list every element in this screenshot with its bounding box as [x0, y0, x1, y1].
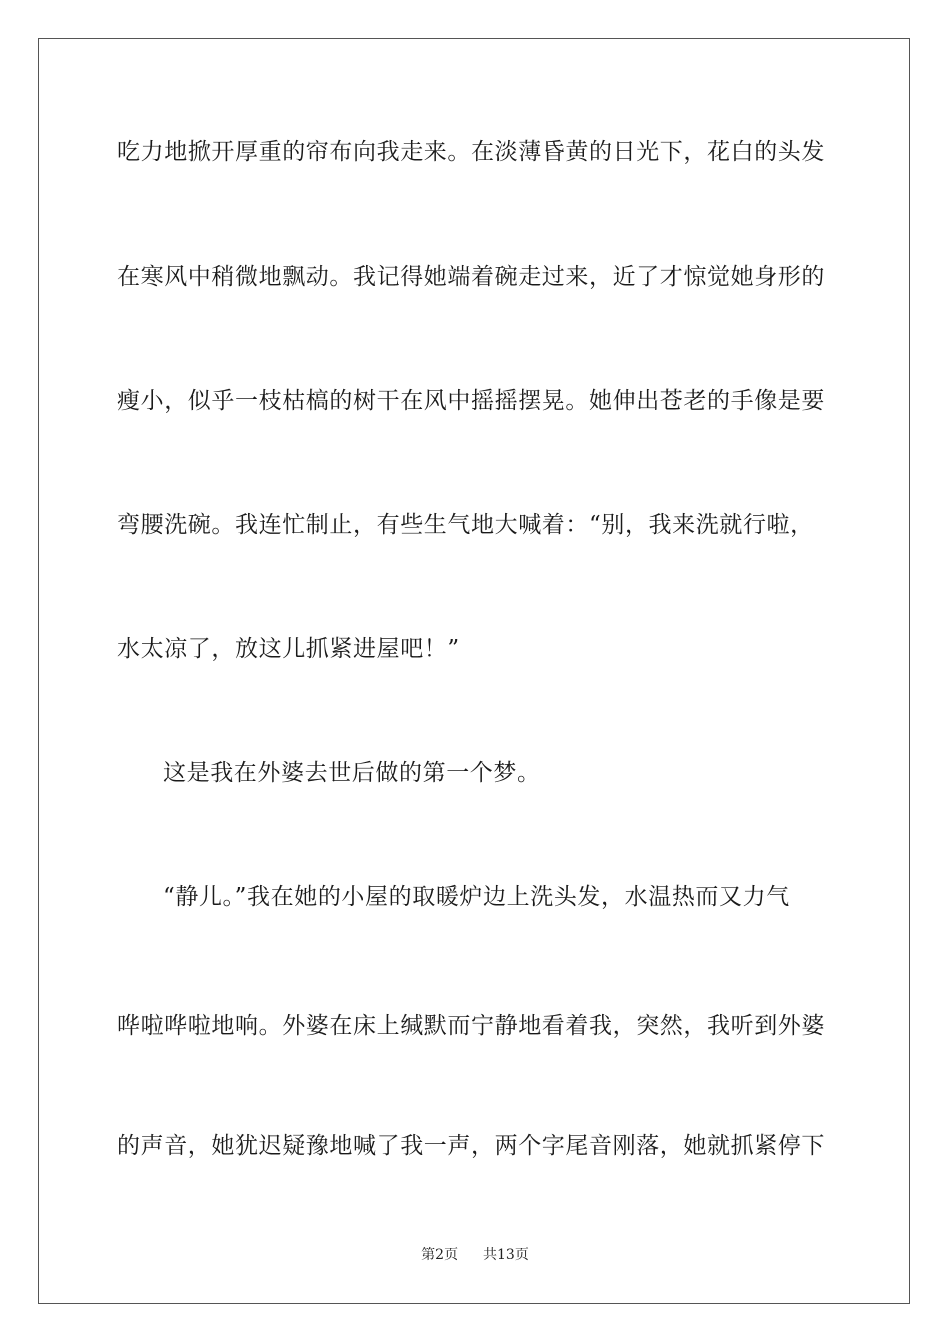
page-border — [38, 38, 910, 1304]
page-total: 共13页 — [483, 1247, 529, 1263]
text-line-8: 哗啦哗啦地响。外婆在床上缄默而宁静地看着我，突然，我听到外婆 — [117, 1013, 825, 1039]
text-line-3: 瘦小，似乎一枝枯槁的树干在风中摇摇摆晃。她伸出苍老的手像是要 — [117, 388, 825, 414]
page-footer — [0, 1246, 950, 1264]
text-line-6: 这是我在外婆去世后做的第一个梦。 — [163, 760, 541, 786]
text-line-4: 弯腰洗碗。我连忙制止，有些生气地大喊着：“别，我来洗就行啦， — [117, 512, 814, 538]
page-number: 第2页 — [421, 1247, 459, 1263]
text-line-9: 的声音，她犹迟疑豫地喊了我一声，两个字尾音刚落，她就抓紧停下 — [117, 1133, 825, 1159]
text-line-5: 水太凉了，放这儿抓紧进屋吧！” — [117, 636, 460, 662]
text-line-1: 吃力地掀开厚重的帘布向我走来。在淡薄昏黄的日光下，花白的头发 — [117, 139, 825, 165]
text-line-2: 在寒风中稍微地飘动。我记得她端着碗走过来，近了才惊觉她身形的 — [117, 264, 825, 290]
text-line-7: “静儿。”我在她的小屋的取暖炉边上洗头发，水温热而又力气 — [163, 884, 790, 910]
